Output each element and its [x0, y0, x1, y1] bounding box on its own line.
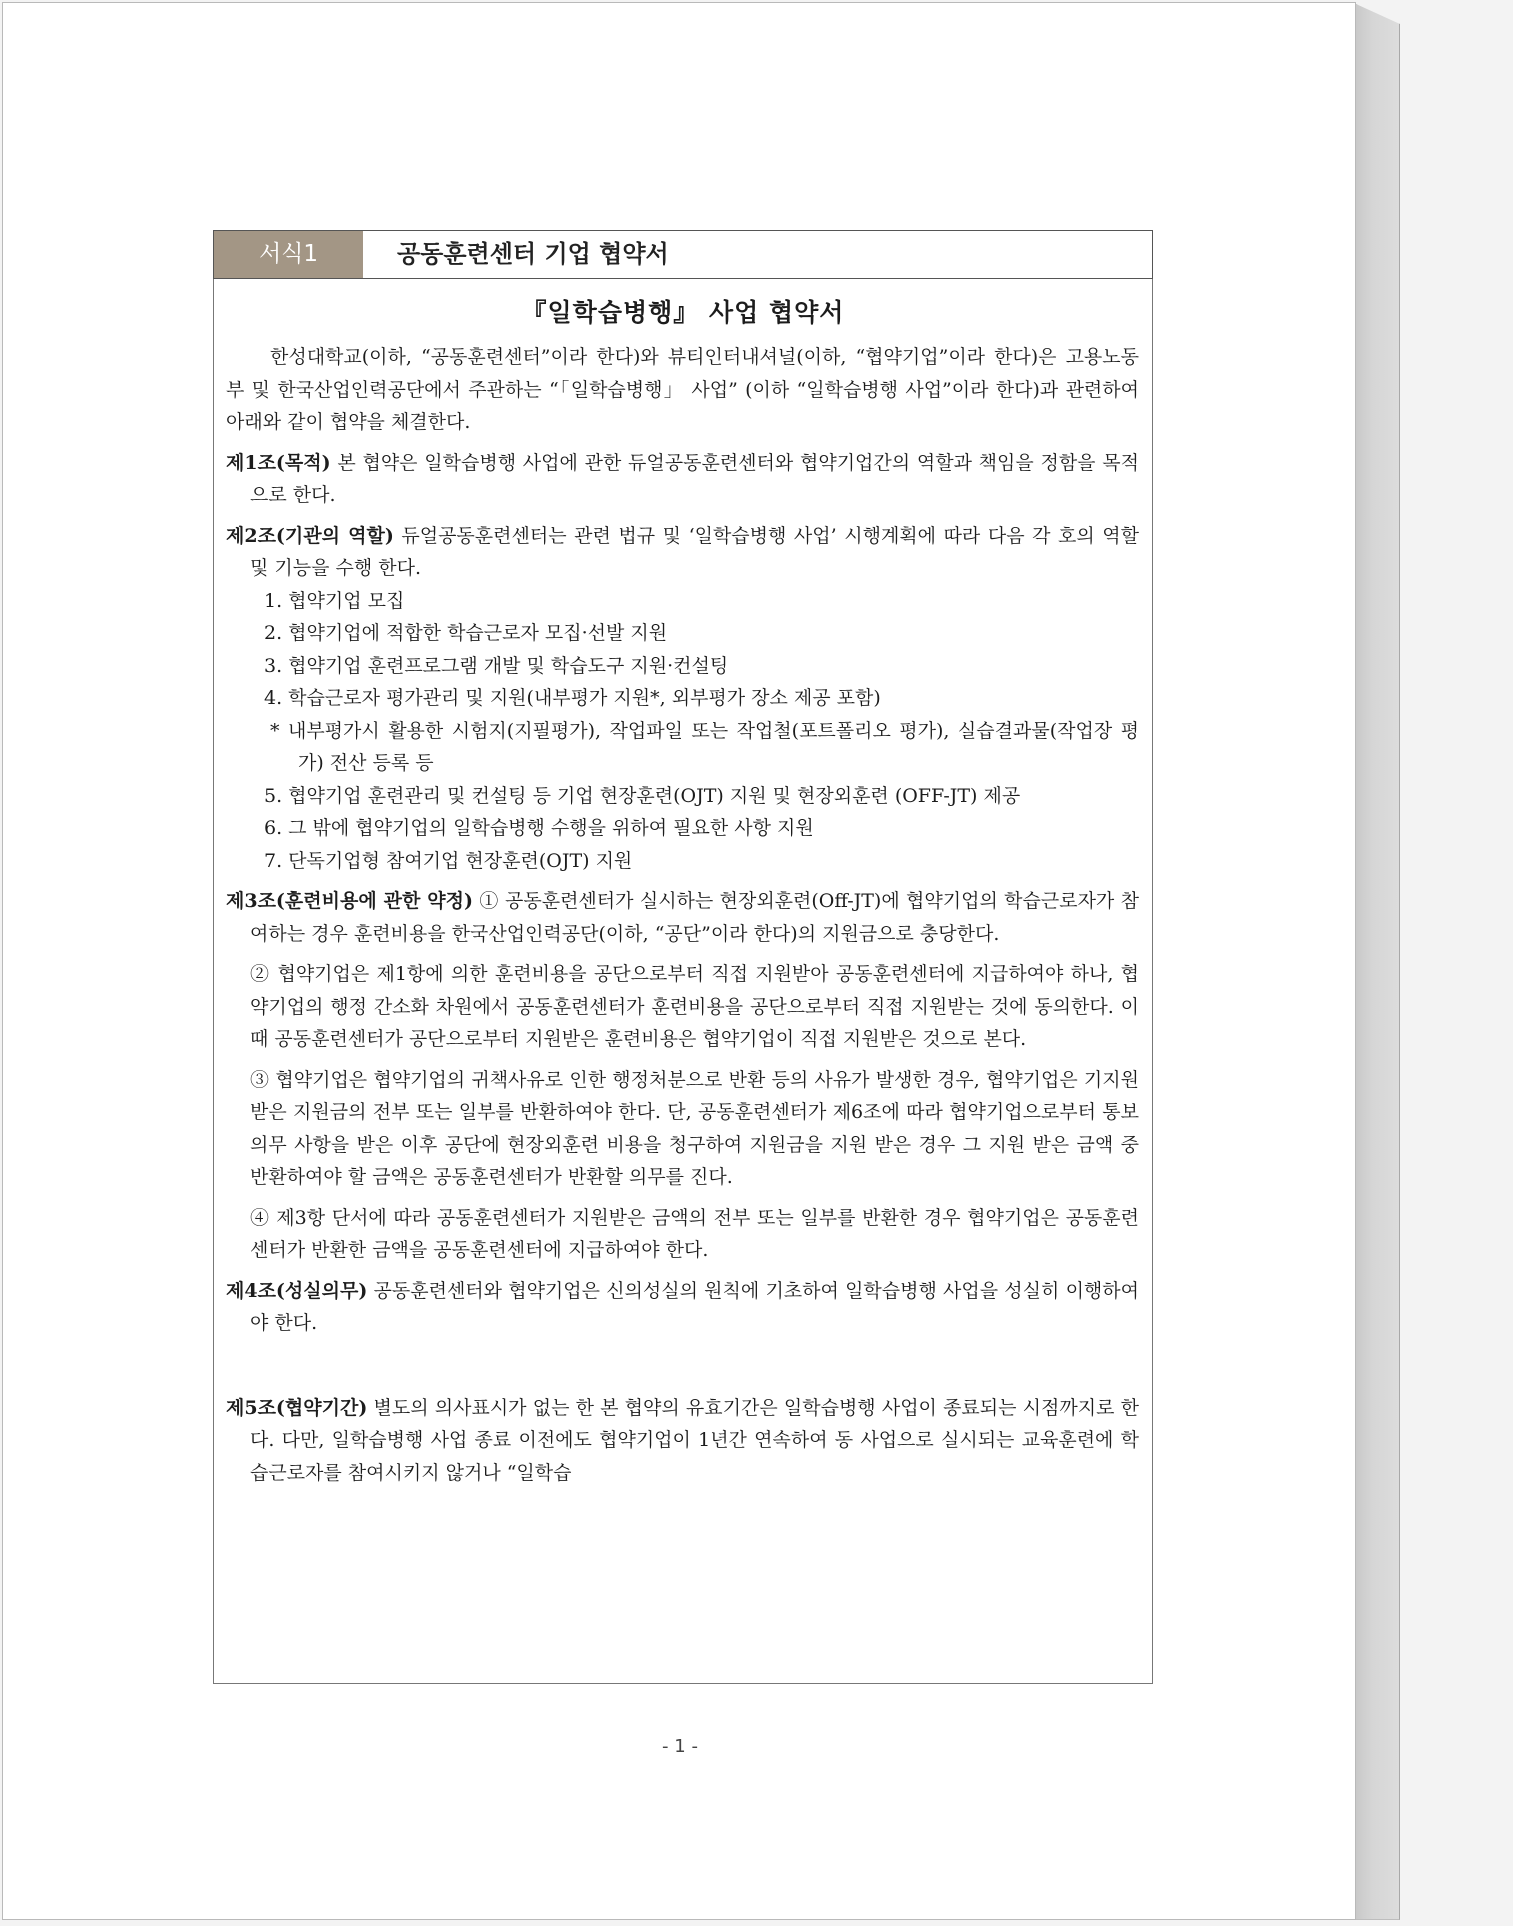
- article-3-paragraph-4: ④ 제3항 단서에 따라 공동훈련센터가 지원받은 금액의 전부 또는 일부를 반환한 경우 협약기업은 공동훈련센터가 반환한 금액을 공동훈련센터에 지급하여야 한다.: [250, 1206, 1139, 1261]
- article-5-heading: 제5조(협약기간): [226, 1396, 368, 1419]
- document-page: [2, 2, 1356, 1920]
- article-2-item: 3. 협약기업 훈련프로그램 개발 및 학습도구 지원·컨설팅: [264, 654, 729, 677]
- article-3-paragraph-3: ③ 협약기업은 협약기업의 귀책사유로 인한 행정처분으로 반환 등의 사유가 발생한 경우, 협약기업은 기지원 받은 지원금의 전부 또는 일부를 반환하여야 한다. 단, 공동훈련센터가 제6조에 따라 협약기업으로부터 통보의무 사항을 받은 이후 공단에 현장외훈련 비용을 청구하여 지원금을 지원 받은 경우 그 지원 받은 금액 중 반환하여야 할 금액은 공동훈련센터가 반환할 의무를 진다.: [250, 1068, 1139, 1188]
- article-3-heading: 제3조(훈련비용에 관한 약정): [226, 890, 473, 912]
- article-2-item: 7. 단독기업형 참여기업 현장훈련(OJT) 지원: [264, 849, 633, 872]
- article-2-item: 1. 협약기업 모집: [264, 589, 405, 612]
- article-2-item: 2. 협약기업에 적합한 학습근로자 모집·선발 지원: [264, 622, 668, 644]
- article-1-text: 본 협약은 일학습병행 사업에 관한 듀얼공동훈련센터와 협약기업간의 역할과 책임을 정함을 목적으로 한다.: [250, 451, 1139, 506]
- article-3-text: ① 공동훈련센터가 실시하는 현장외훈련(Off-JT)에 협약기업의 학습근로자가 참여하는 경우 훈련비용을 한국산업인력공단(이하, “공단”이라 한다)의 지원금으로 충당한다.: [250, 890, 1139, 945]
- article-2-item: 6. 그 밖에 협약기업의 일학습병행 수행을 위하여 필요한 사항 지원: [264, 817, 814, 839]
- document-title: 『일학습병행』 사업 협약서: [521, 298, 845, 327]
- article-2-heading: 제2조(기관의 역할): [226, 524, 394, 547]
- article-2-item: 5. 협약기업 훈련관리 및 컨설팅 등 기업 현장훈련(OJT) 지원 및 현장외훈련 (OFF-JT) 제공: [264, 784, 1021, 807]
- form-title: 공동훈련센터 기업 협약서: [397, 240, 669, 268]
- article-2-note: * 내부평가시 활용한 시험지(지필평가), 작업파일 또는 작업철(포트폴리오 평가), 실습결과물(작업장 평가) 전산 등록 등: [270, 719, 1139, 774]
- spacer: [226, 1348, 1139, 1392]
- article-5: [226, 1392, 1139, 1490]
- document-body: [226, 341, 1139, 1497]
- article-2: [226, 520, 1139, 585]
- article-4-text: 공동훈련센터와 협약기업은 신의성실의 원칙에 기초하여 일학습병행 사업을 성실히 이행하여야 한다.: [250, 1279, 1139, 1334]
- agreement-box: [213, 279, 1153, 1684]
- article-4: [226, 1275, 1139, 1340]
- article-4-heading: 제4조(성실의무): [226, 1279, 368, 1302]
- article-3: [226, 885, 1139, 950]
- article-3-paragraph-2: ② 협약기업은 제1항에 의한 훈련비용을 공단으로부터 직접 지원받아 공동훈련센터에 지급하여야 하나, 협약기업의 행정 간소화 차원에서 공동훈련센터가 훈련비용을 공단으로부터 직접 지원받는 것에 동의한다. 이 때 공동훈련센터가 공단으로부터 지원받은 훈련비용은 협약기업이 직접 지원받은 것으로 본다.: [250, 963, 1139, 1050]
- form-header: [213, 230, 1153, 279]
- page-stack-edge: [1356, 4, 1400, 1920]
- form-label: 서식1: [214, 231, 363, 278]
- page-number: - 1 -: [662, 1736, 698, 1757]
- article-1-heading: 제1조(목적): [226, 451, 331, 474]
- article-5-text: 별도의 의사표시가 없는 한 본 협약의 유효기간은 일학습병행 사업이 종료되는 시점까지로 한다. 다만, 일학습병행 사업 종료 이전에도 협약기업이 1년간 연속하여 동 사업으로 실시되는 교육훈련에 학습근로자를 참여시키지 않거나 “일학습: [250, 1396, 1139, 1484]
- article-1: [226, 447, 1139, 512]
- article-2-text: 듀얼공동훈련센터는 관련 법규 및 ‘일학습병행 사업’ 시행계획에 따라 다음 각 호의 역할 및 기능을 수행 한다.: [250, 524, 1139, 579]
- article-2-item: 4. 학습근로자 평가관리 및 지원(내부평가 지원*, 외부평가 장소 제공 포함): [264, 687, 881, 709]
- intro-paragraph: 한성대학교(이하, “공동훈련센터”이라 한다)와 뷰티인터내셔널(이하, “협약기업”이라 한다)은 고용노동부 및 한국산업인력공단에서 주관하는 “「일학습병행」 사업” (이하 “일학습병행 사업”이라 한다)과 관련하여 아래와 같이 협약을 체결한다.: [226, 346, 1139, 433]
